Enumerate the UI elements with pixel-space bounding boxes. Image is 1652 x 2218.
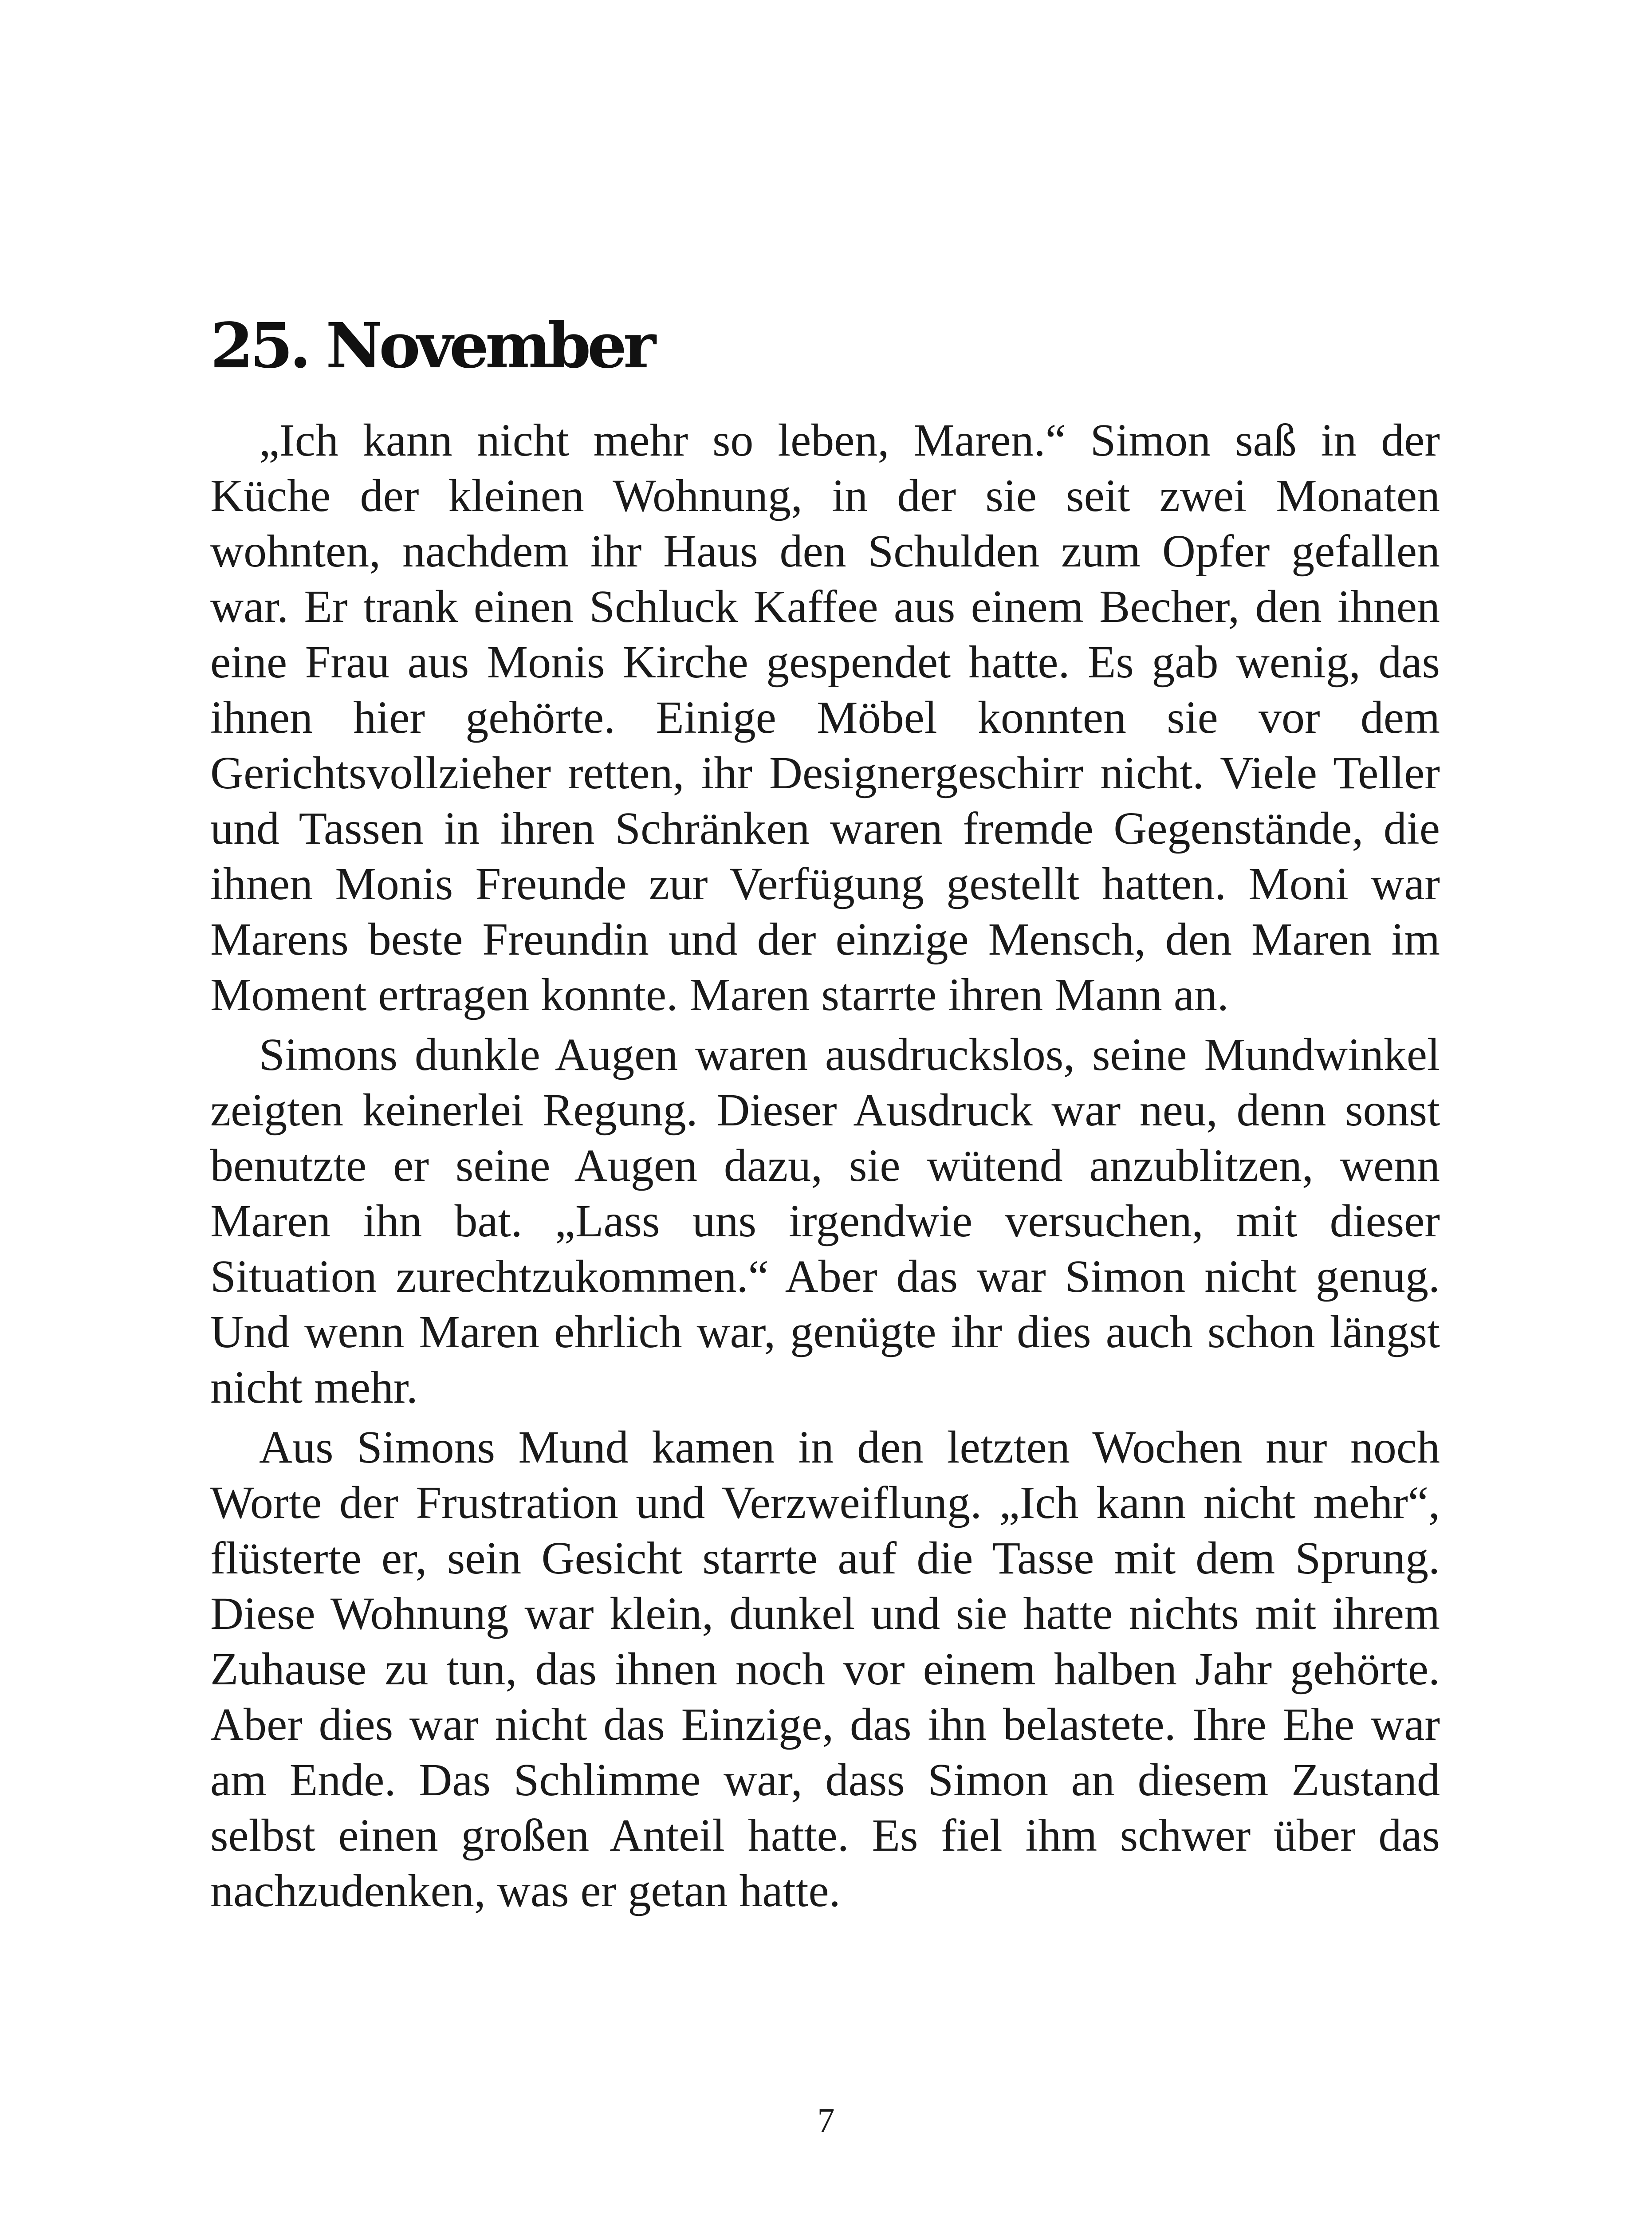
paragraph: Aus Simons Mund kamen in den letzten Wochen nur noch Worte der Frustration und Verzweiflung. „Ich kann nicht mehr“, flüsterte er, sein Gesicht starrte auf die Tasse mit dem Sprung. Diese Wohnung war klein, dunkel und sie hatte nichts mit ihrem Zuhause zu tun, das ihnen noch vor einem halben Jahr gehörte. Aber dies war nicht das Einzige, das ihn belastete. Ihre Ehe war am Ende. Das Schlimme war, dass Simon an diesem Zustand selbst einen großen Anteil hatte. Es fiel ihm schwer über das nachzudenken, was er getan hatte. (210, 1422, 1440, 1916)
body-text (210, 413, 1440, 1923)
paragraph: „Ich kann nicht mehr so leben, Maren.“ Simon saß in der Küche der kleinen Wohnung, in der sie seit zwei Monaten wohnten, nachdem ihr Haus den Schulden zum Opfer gefallen war. Er trank einen Schluck Kaffee aus einem Becher, den ihnen eine Frau aus Monis Kirche gespendet hatte. Es gab wenig, das ihnen hier gehörte. Einige Möbel konnten sie vor dem Gerichtsvollzieher retten, ihr Designergeschirr nicht. Viele Teller und Tassen in ihren Schränken waren fremde Gegenstände, die ihnen Monis Freunde zur Verfügung gestellt hatten. Moni war Marens beste Freundin und der einzige Mensch, den Maren im Moment ertragen konnte. Maren starrte ihren Mann an. (210, 415, 1440, 1020)
paragraph: Simons dunkle Augen waren ausdruckslos, seine Mundwinkel zeigten keinerlei Regung. Dieser Ausdruck war neu, denn sonst benutzte er seine Augen dazu, sie wütend anzublitzen, wenn Maren ihn bat. „Lass uns irgendwie versuchen, mit dieser Situation zurechtzukommen.“ Aber das war Simon nicht genug. Und wenn Maren ehrlich war, genügte ihr dies auch schon längst nicht mehr. (210, 1029, 1440, 1413)
chapter-title: 25. November (210, 310, 653, 382)
page-number: 7 (817, 2101, 835, 2139)
